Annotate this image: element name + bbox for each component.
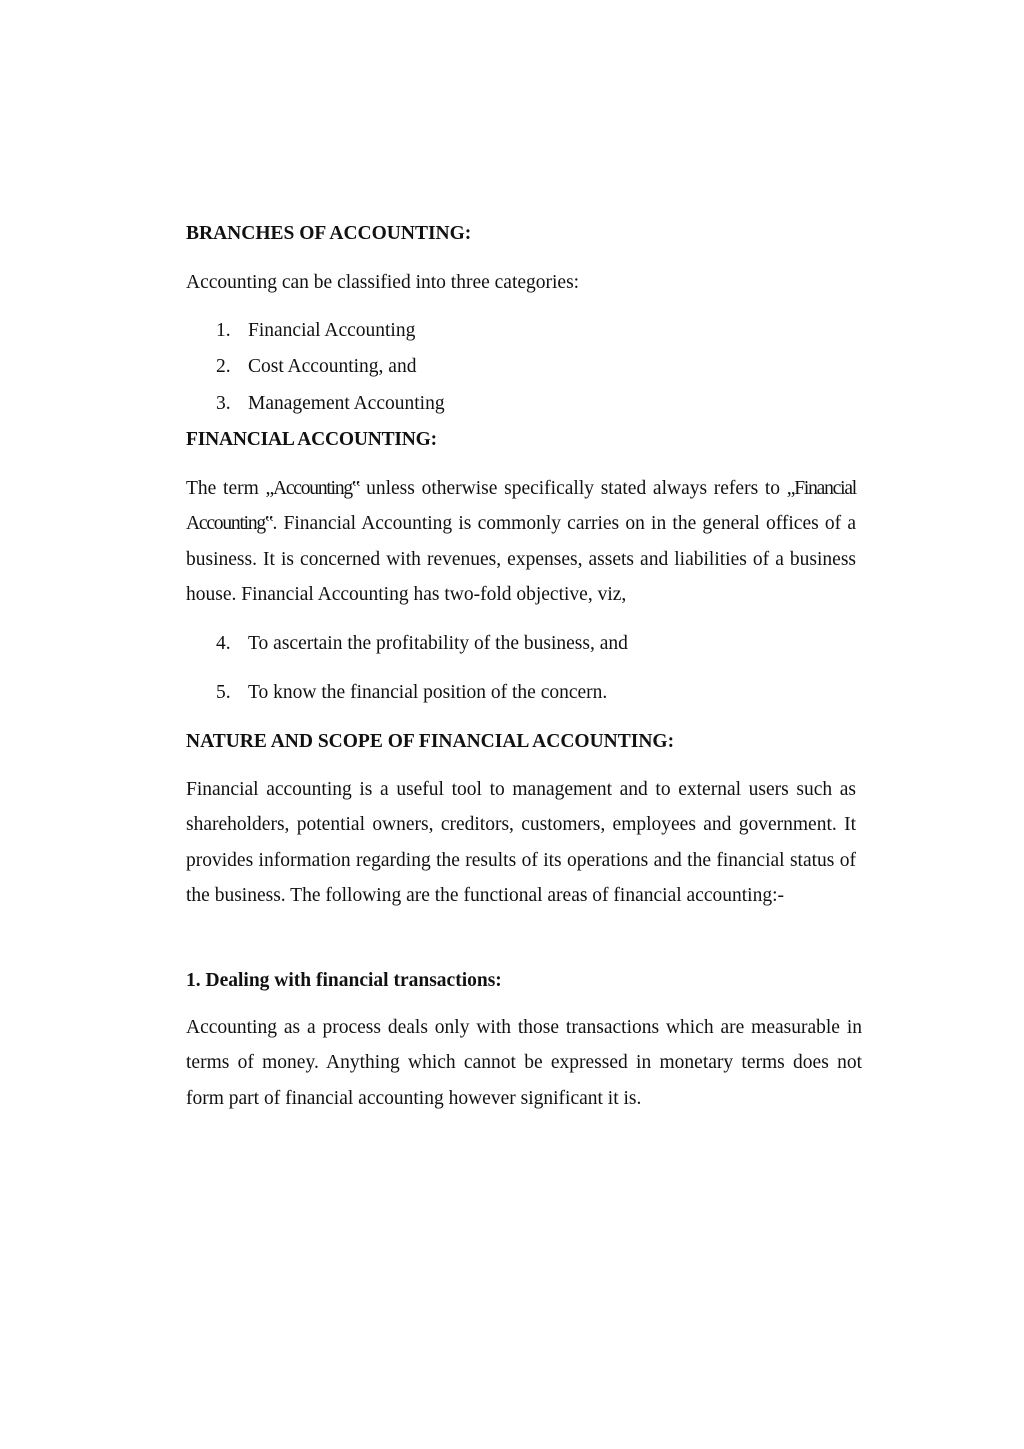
list-item <box>216 681 607 705</box>
list-number: 2. <box>216 356 231 377</box>
list-label: Management Accounting <box>248 393 445 414</box>
quoted-term: „Accounting‟ <box>265 478 360 499</box>
list-label: Financial Accounting <box>248 320 416 341</box>
nature-scope-paragraph: Financial accounting is a useful tool to management and to external users such as shareholders, potential owners, creditors, customers, employees and government. It provides information regarding the results of its operations and the financial status of the business. The following are the functional areas of financial accounting:- <box>186 779 856 906</box>
heading-branches-of-accounting: BRANCHES OF ACCOUNTING: <box>186 223 472 244</box>
list-label: To know the financial position of the concern. <box>248 682 608 703</box>
heading-dealing-with-transactions: 1. Dealing with financial transactions: <box>186 970 502 991</box>
paragraph-text: The term <box>186 478 266 499</box>
list-number: 5. <box>216 682 231 703</box>
list-number: 4. <box>216 633 231 654</box>
list-item <box>216 319 415 343</box>
quoted-term: „Financial Accounting‟ <box>186 478 856 535</box>
paragraph-text: . Financial Accounting is commonly carries on in the general offices of a business. It is concerned with revenues, expenses, assets and liabilities of a business house. Financial Accounting has two-fold objective, viz, <box>186 513 856 605</box>
list-item <box>216 632 628 656</box>
list-item <box>216 355 416 379</box>
heading-financial-accounting: FINANCIAL ACCOUNTING: <box>186 429 437 450</box>
heading-nature-and-scope: NATURE AND SCOPE OF FINANCIAL ACCOUNTING: <box>186 731 675 752</box>
list-number: 1. <box>216 320 231 341</box>
financial-accounting-paragraph <box>186 471 856 612</box>
paragraph-text: unless otherwise specifically stated always refers to <box>359 478 787 499</box>
list-label: To ascertain the profitability of the business, and <box>248 633 628 654</box>
dealing-paragraph: Accounting as a process deals only with those transactions which are measurable in terms of money. Anything which cannot be expressed in monetary terms does not form part of financial accounting however significant it is. <box>186 1017 862 1109</box>
list-number: 3. <box>216 393 231 414</box>
list-item <box>216 392 445 416</box>
intro-text: Accounting can be classified into three categories: <box>186 272 580 293</box>
list-label: Cost Accounting, and <box>248 356 417 377</box>
